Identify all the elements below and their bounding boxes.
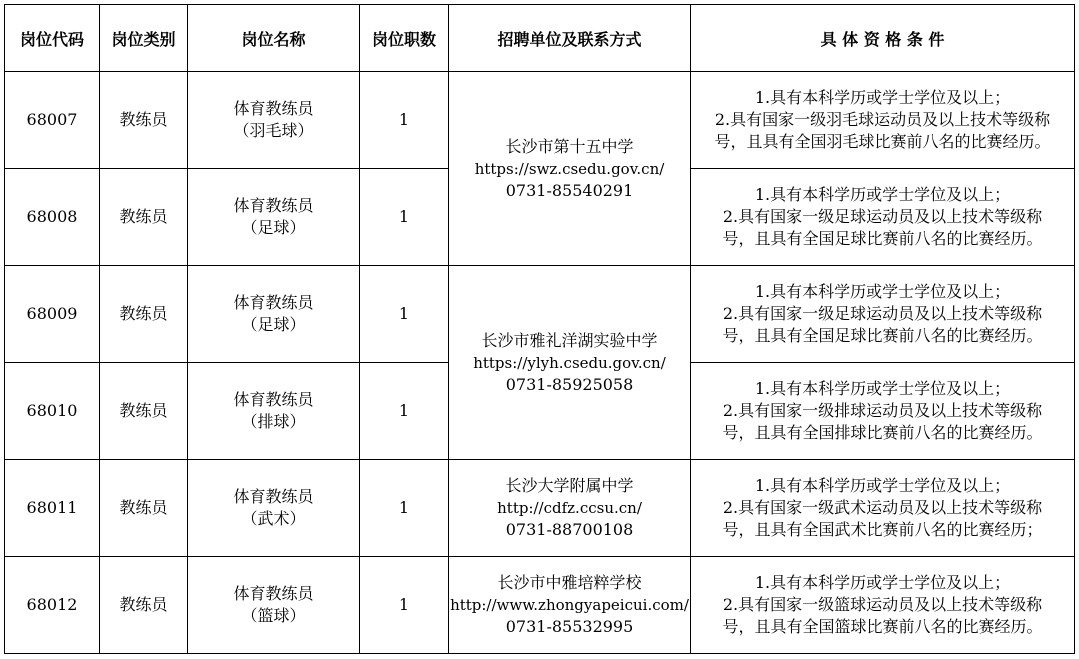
position-count: 1 <box>360 557 449 654</box>
position-category: 教练员 <box>100 72 188 169</box>
requirements <box>691 557 1075 654</box>
recruitment-table <box>4 4 1075 654</box>
requirement-line: 号，且具有全国足球比赛前八名的比赛经历。 <box>722 326 1043 345</box>
position-count: 1 <box>360 460 449 557</box>
unit-name: 长沙大学附属中学 <box>505 476 634 495</box>
unit-phone: 0731-88700108 <box>505 520 634 539</box>
requirement-line: 号，且具有全国羽毛球比赛前八名的比赛经历。 <box>714 132 1051 151</box>
unit-name: 长沙市第十五中学 <box>505 136 634 156</box>
position-category: 教练员 <box>100 557 188 654</box>
requirement-line: 2.具有国家一级足球运动员及以上技术等级称 <box>722 207 1043 226</box>
requirement-line: 1.具有本科学历或学士学位及以上； <box>754 476 1011 495</box>
requirement-line: 2.具有国家一级篮球运动员及以上技术等级称 <box>722 595 1043 614</box>
requirement-line: 1.具有本科学历或学士学位及以上； <box>754 88 1011 107</box>
position-code: 68008 <box>5 169 100 266</box>
header-code: 岗位代码 <box>5 5 100 72</box>
table-row <box>5 266 1075 363</box>
position-name <box>188 363 360 460</box>
position-name <box>188 266 360 363</box>
position-title: 体育教练员 <box>233 390 314 409</box>
requirement-line: 号，且具有全国足球比赛前八名的比赛经历。 <box>722 229 1043 248</box>
requirement-line: 2.具有国家一级排球运动员及以上技术等级称 <box>722 401 1043 420</box>
header-row <box>5 5 1075 72</box>
header-unit: 招聘单位及联系方式 <box>449 5 691 72</box>
requirement-line: 号，且具有全国篮球比赛前八名的比赛经历。 <box>722 617 1043 636</box>
header-category: 岗位类别 <box>100 5 188 72</box>
requirement-line: 2.具有国家一级足球运动员及以上技术等级称 <box>722 304 1043 323</box>
unit-url[interactable]: http://www.zhongyapeicui.com/ <box>450 596 689 614</box>
position-sport: （足球） <box>241 315 306 334</box>
requirements <box>691 169 1075 266</box>
position-code: 68009 <box>5 266 100 363</box>
position-code: 68007 <box>5 72 100 169</box>
unit-contact <box>449 266 691 460</box>
unit-name: 长沙市雅礼洋湖实验中学 <box>481 330 658 350</box>
requirement-line: 2.具有国家一级羽毛球运动员及以上技术等级称 <box>714 110 1051 129</box>
position-count: 1 <box>360 72 449 169</box>
header-requirements: 具 体 资 格 条 件 <box>691 5 1075 72</box>
requirements <box>691 266 1075 363</box>
unit-url[interactable]: https://ylyh.csedu.gov.cn/ <box>473 353 666 372</box>
unit-phone: 0731-85925058 <box>505 374 634 394</box>
unit-name: 长沙市中雅培粹学校 <box>497 573 642 592</box>
requirement-line: 2.具有国家一级武术运动员及以上技术等级称 <box>722 498 1043 517</box>
position-title: 体育教练员 <box>233 293 314 312</box>
position-count: 1 <box>360 363 449 460</box>
table-row <box>5 557 1075 654</box>
requirement-line: 号，且具有全国武术比赛前八名的比赛经历； <box>722 520 1043 539</box>
position-name <box>188 72 360 169</box>
position-category: 教练员 <box>100 363 188 460</box>
requirement-line: 1.具有本科学历或学士学位及以上； <box>754 379 1011 398</box>
unit-phone: 0731-85532995 <box>505 617 634 636</box>
position-count: 1 <box>360 169 449 266</box>
position-name <box>188 460 360 557</box>
table-row <box>5 72 1075 169</box>
position-sport: （排球） <box>241 412 306 431</box>
position-sport: （羽毛球） <box>233 121 314 140</box>
position-name <box>188 557 360 654</box>
position-code: 68012 <box>5 557 100 654</box>
header-name: 岗位名称 <box>188 5 360 72</box>
requirement-line: 号，且具有全国排球比赛前八名的比赛经历。 <box>722 423 1043 442</box>
unit-contact <box>449 557 691 654</box>
position-title: 体育教练员 <box>233 196 314 215</box>
position-title: 体育教练员 <box>233 487 314 506</box>
position-code: 68010 <box>5 363 100 460</box>
position-name <box>188 169 360 266</box>
header-count: 岗位职数 <box>360 5 449 72</box>
requirements <box>691 460 1075 557</box>
unit-contact <box>449 460 691 557</box>
position-sport: （武术） <box>241 509 306 528</box>
unit-url[interactable]: http://cdfz.ccsu.cn/ <box>497 499 642 517</box>
position-code: 68011 <box>5 460 100 557</box>
requirement-line: 1.具有本科学历或学士学位及以上； <box>754 282 1011 301</box>
position-count: 1 <box>360 266 449 363</box>
position-category: 教练员 <box>100 460 188 557</box>
position-sport: （篮球） <box>241 606 306 625</box>
requirement-line: 1.具有本科学历或学士学位及以上； <box>754 573 1011 592</box>
position-title: 体育教练员 <box>233 99 314 118</box>
table-row <box>5 460 1075 557</box>
unit-contact <box>449 72 691 266</box>
requirement-line: 1.具有本科学历或学士学位及以上； <box>754 185 1011 204</box>
requirements <box>691 363 1075 460</box>
position-category: 教练员 <box>100 266 188 363</box>
position-category: 教练员 <box>100 169 188 266</box>
unit-url[interactable]: https://swz.csedu.gov.cn/ <box>474 159 665 178</box>
position-sport: （足球） <box>241 218 306 237</box>
requirements <box>691 72 1075 169</box>
position-title: 体育教练员 <box>233 584 314 603</box>
unit-phone: 0731-85540291 <box>505 180 634 200</box>
